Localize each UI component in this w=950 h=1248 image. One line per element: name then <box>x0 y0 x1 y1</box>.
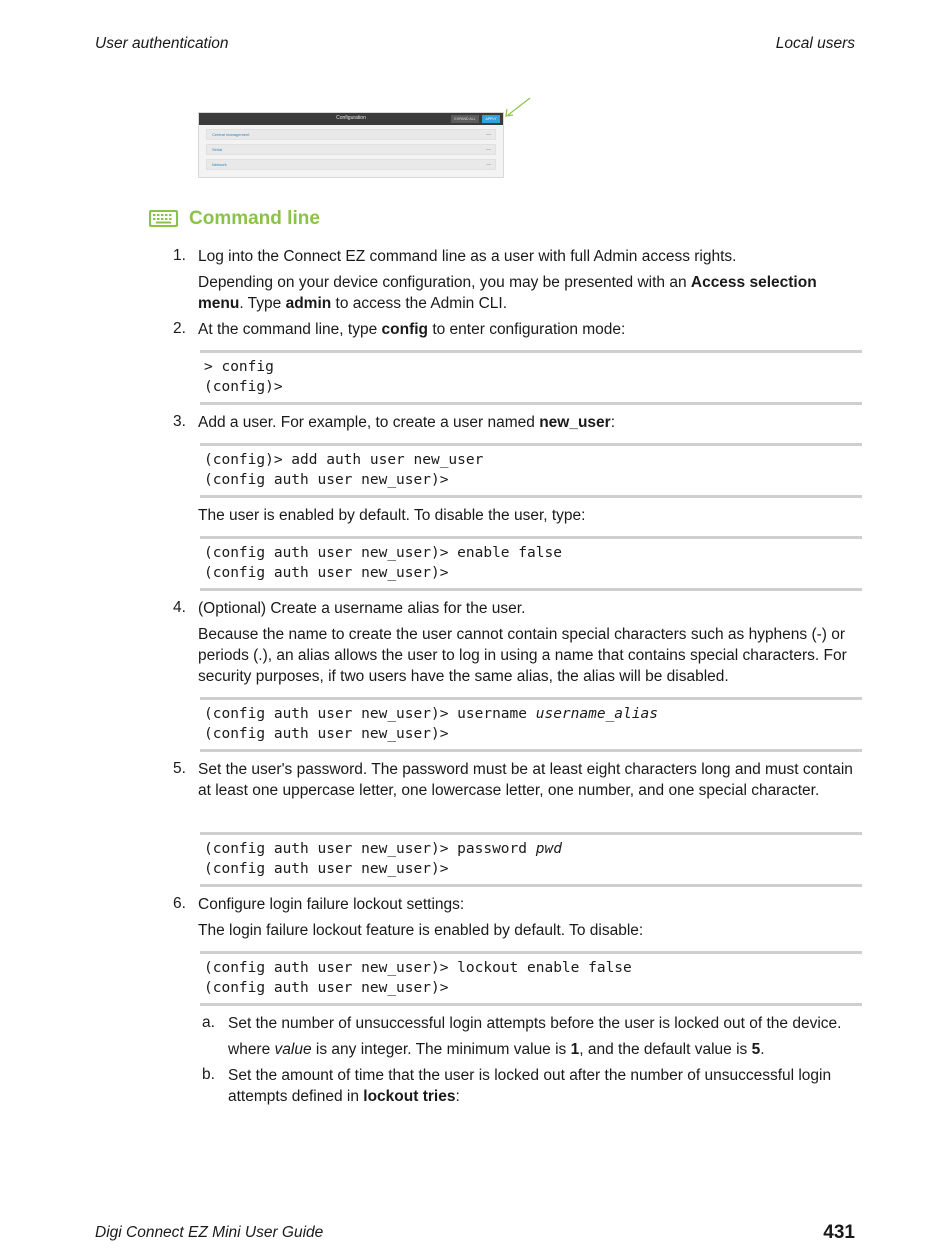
config-row-serial: Serial — <box>206 144 496 155</box>
pointer-arrow-icon <box>500 95 536 121</box>
footer-guide-title: Digi Connect EZ Mini User Guide <box>95 1224 324 1241</box>
step-3-number: 3. <box>173 413 186 430</box>
code-block-add-user: (config)> add auth user new_user (config auth user new_user)> <box>200 443 862 498</box>
config-row-central-management: Central management — <box>206 129 496 140</box>
configuration-title: Configuration <box>336 115 366 121</box>
step-2-text: At the command line, type config to enter configuration mode: <box>198 321 626 338</box>
code-block-lockout: (config auth user new_user)> lockout enable false (config auth user new_user)> <box>200 951 862 1006</box>
step-1-text: Log into the Connect EZ command line as a user with full Admin access rights. <box>198 248 737 265</box>
step-4-paragraph: Because the name to create the user cannot contain special characters such as hyphens (-) or periods (.), an alias allows the user to log in using a name that contains special characters. For security purposes, if two users have the same alias, the alias will be disabled. <box>198 626 847 685</box>
substep-a-text: Set the number of unsuccessful login attempts before the user is locked out of the device. <box>228 1015 842 1032</box>
expand-all-button: EXPAND ALL <box>451 115 479 123</box>
step-6-text: Configure login failure lockout settings: <box>198 896 465 913</box>
step-6-number: 6. <box>173 895 186 912</box>
substep-b-label: b. <box>202 1066 215 1083</box>
step-5-number: 5. <box>173 760 186 777</box>
step-2-number: 2. <box>173 320 186 337</box>
step-1-paragraph: Depending on your device configuration, you may be presented with an Access selection menu. Type admin to access the Admin CLI. <box>198 274 817 312</box>
step-3-text: Add a user. For example, to create a user named new_user: <box>198 414 616 431</box>
keyboard-icon <box>148 209 179 228</box>
section-title: Command line <box>189 208 320 229</box>
substep-a-detail: where value is any integer. The minimum value is 1, and the default value is 5. <box>228 1041 765 1058</box>
configuration-toolbar <box>199 113 503 125</box>
code-block-password: (config auth user new_user)> password pwd (config auth user new_user)> <box>200 832 862 887</box>
substep-b-text: Set the amount of time that the user is locked out after the number of unsuccessful login attempts defined in lockout tries: <box>228 1067 832 1105</box>
substep-a-label: a. <box>202 1014 215 1031</box>
running-header-right: Local users <box>775 35 855 52</box>
code-block-config: > config (config)> <box>200 350 862 405</box>
step-5-paragraph: Set the user's password. The password must be at least eight characters long and must contain at least one uppercase letter, one lowercase letter, one number, and one special character. <box>198 761 853 799</box>
config-row-network: Network — <box>206 159 496 170</box>
step-3-note: The user is enabled by default. To disable the user, type: <box>198 507 586 524</box>
apply-button: APPLY <box>482 115 500 123</box>
step-4-text: (Optional) Create a username alias for the user. <box>198 600 526 617</box>
step-6-note: The login failure lockout feature is enabled by default. To disable: <box>198 922 644 939</box>
code-block-enable-false: (config auth user new_user)> enable false (config auth user new_user)> <box>200 536 862 591</box>
running-header-left: User authentication <box>95 35 229 52</box>
code-block-username-alias: (config auth user new_user)> username username_alias (config auth user new_user)> <box>200 697 862 752</box>
step-4-number: 4. <box>173 599 186 616</box>
step-1-number: 1. <box>173 247 186 264</box>
page-number: 431 <box>823 1222 855 1243</box>
configuration-screenshot <box>198 112 504 178</box>
